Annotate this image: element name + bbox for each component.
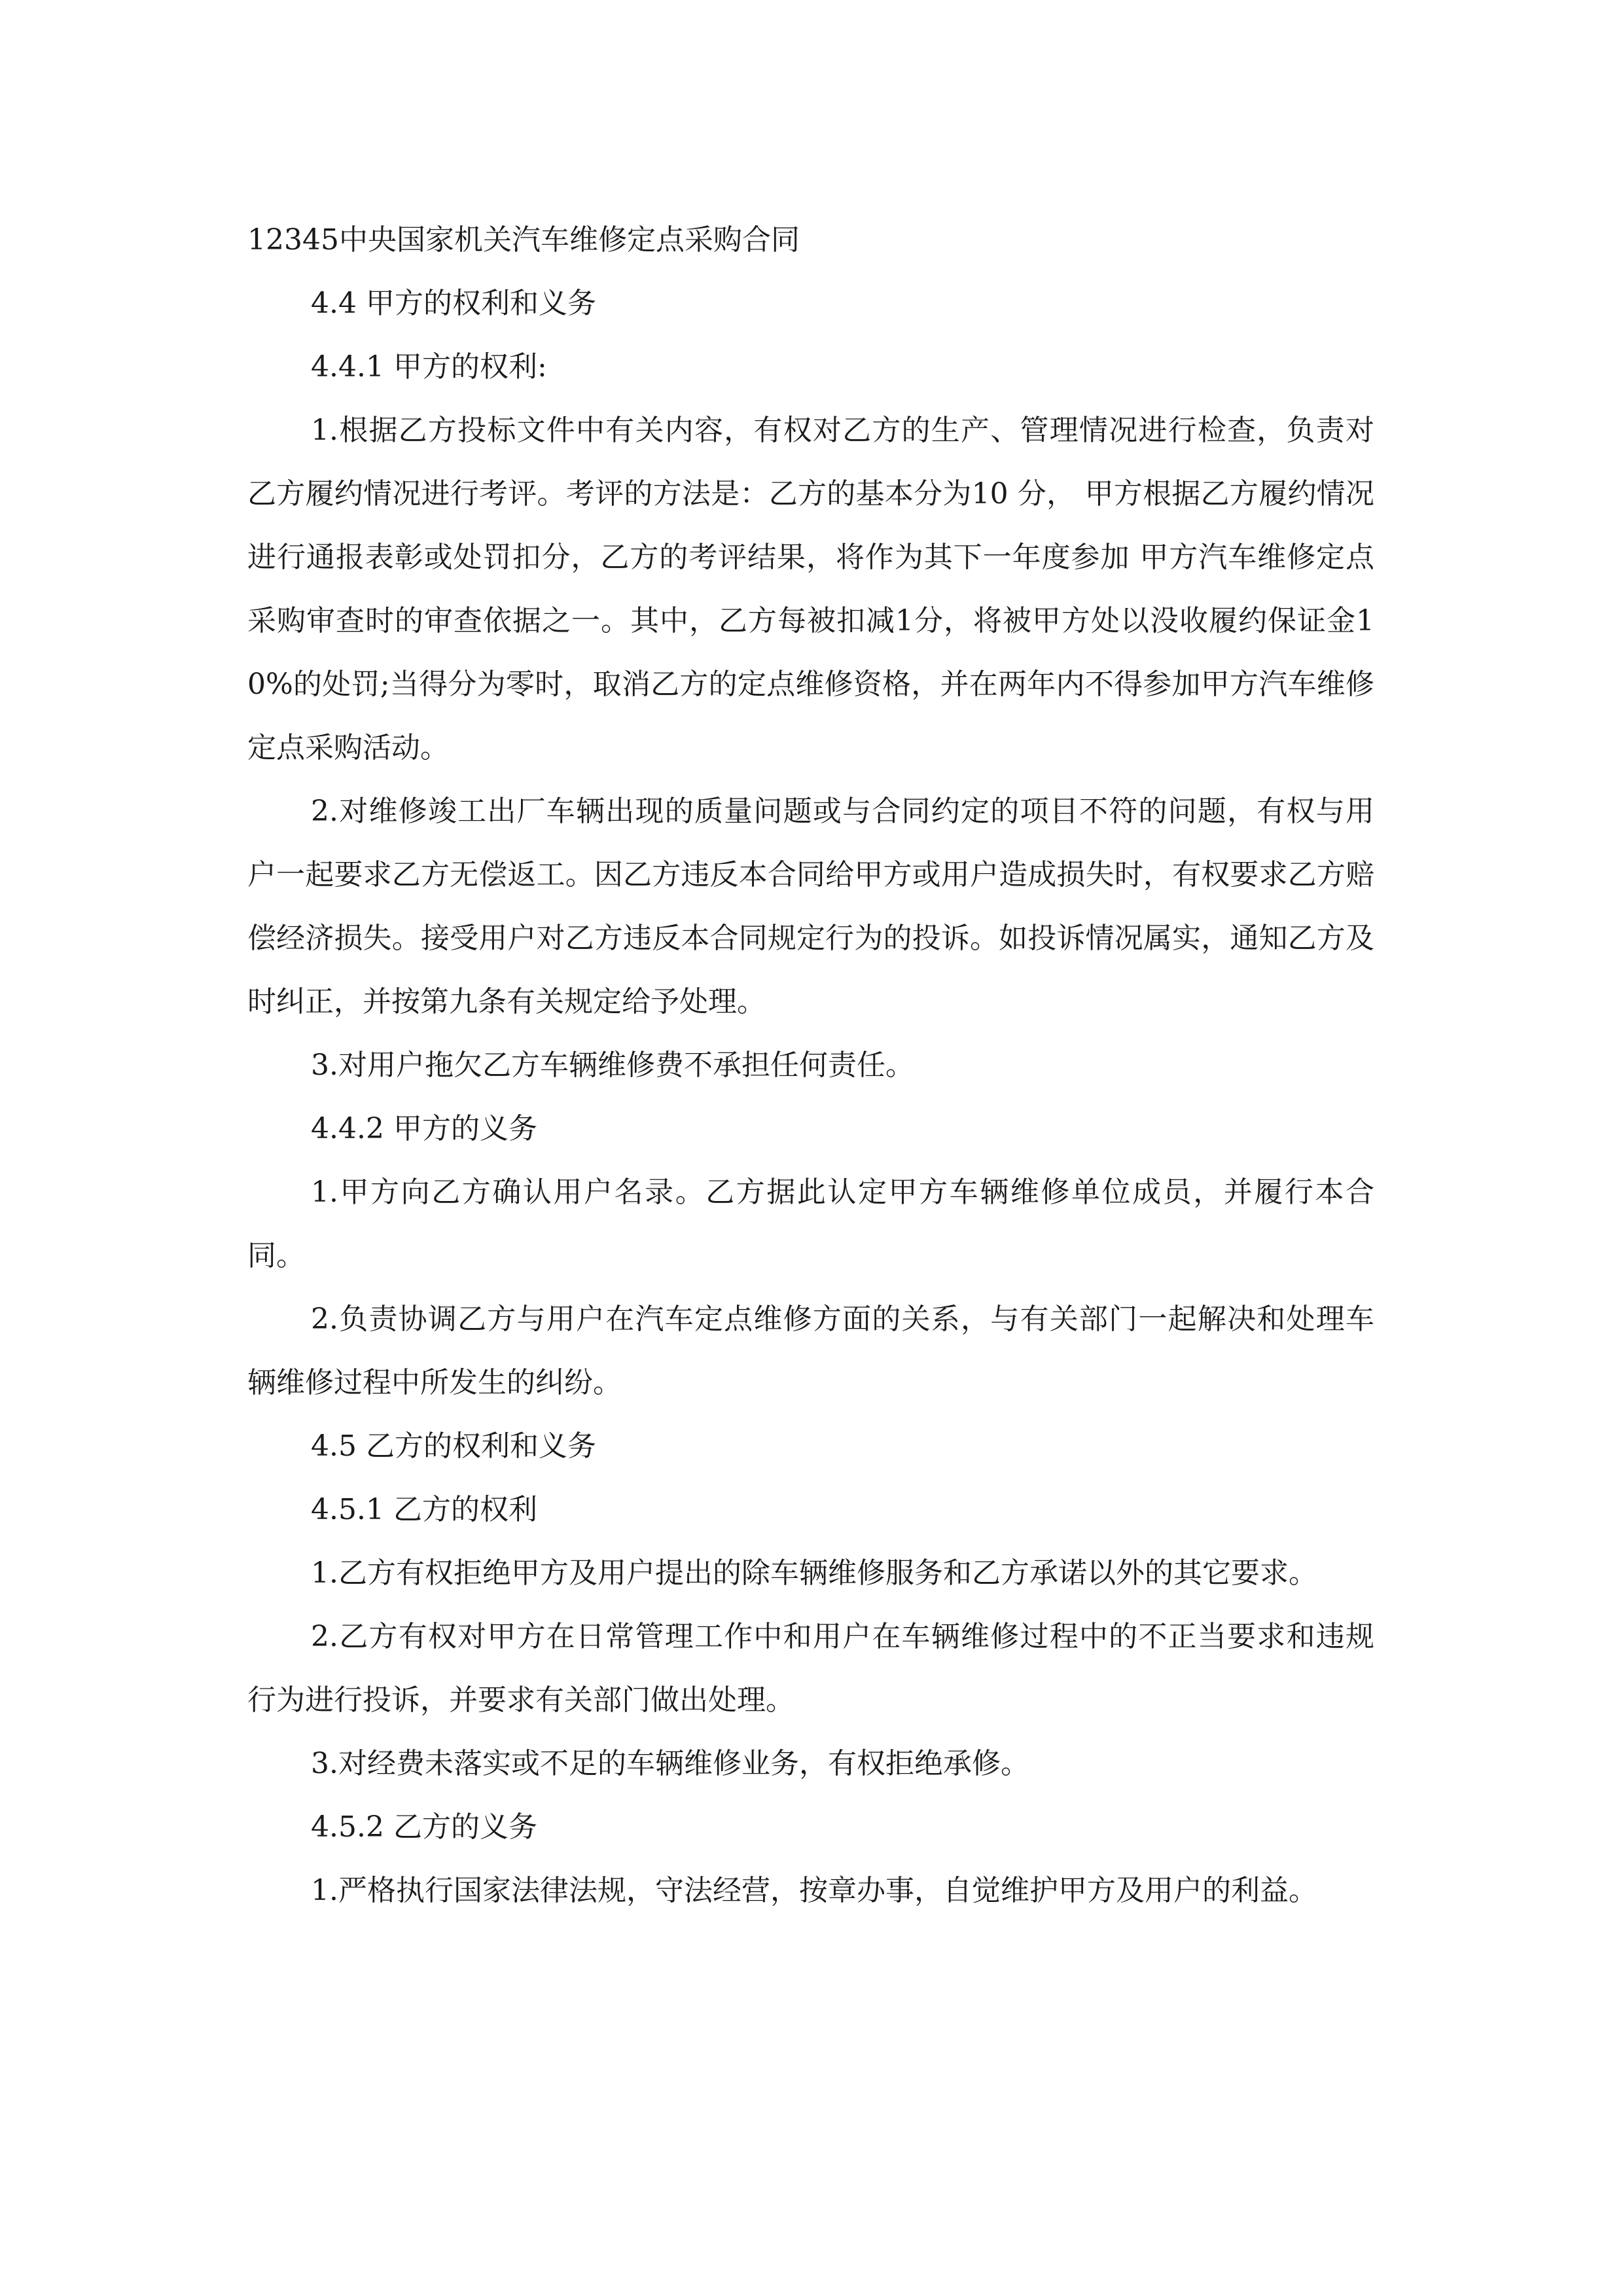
document-title: 12345中央国家机关汽车维修定点采购合同	[247, 223, 800, 257]
paragraph-party-a-duty-2: 2.负责协调乙方与用户在汽车定点维修方面的关系，与有关部门一起解决和处理车辆维修过程中所发生的纠纷。	[247, 1302, 1374, 1399]
paragraph-party-a-right-1: 1.根据乙方投标文件中有关内容，有权对乙方的生产、管理情况进行检查，负责对乙方履约情况进行考评。考评的方法是：乙方的基本分为10 分， 甲方根据乙方履约情况进行通报表彰或处罚扣分，乙方的考评结果，将作为其下一年度参加 甲方汽车维修定点采购审查时的审查依据之一。其中，乙方每被扣减1分，将被甲方处以没收履约保证金10%的处罚;当得分为零时，取消乙方的定点维修资格，并在两年内不得参加甲方汽车维修定点采购活动。	[247, 414, 1374, 764]
paragraph-party-b-right-1: 1.乙方有权拒绝甲方及用户提出的除车辆维修服务和乙方承诺以外的其它要求。	[311, 1556, 1317, 1590]
paragraph-party-b-right-2: 2.乙方有权对甲方在日常管理工作中和用户在车辆维修过程中的不正当要求和违规行为进行投诉，并要求有关部门做出处理。	[247, 1620, 1374, 1717]
paragraph-party-a-right-3: 3.对用户拖欠乙方车辆维修费不承担任何责任。	[311, 1049, 914, 1082]
paragraph-party-a-duty-1: 1.甲方向乙方确认用户名录。乙方据此认定甲方车辆维修单位成员，并履行本合同。	[247, 1175, 1374, 1272]
subsection-heading-4-4-2: 4.4.2 甲方的义务	[311, 1112, 537, 1145]
paragraph-party-b-right-3: 3.对经费未落实或不足的车辆维修业务，有权拒绝承修。	[311, 1747, 1029, 1780]
paragraph-party-a-right-2: 2.对维修竣工出厂车辆出现的质量问题或与合同约定的项目不符的问题，有权与用户一起要求乙方无偿返工。因乙方违反本合同给甲方或用户造成损失时，有权要求乙方赔偿经济损失。接受用户对乙方违反本合同规定行为的投诉。如投诉情况属实，通知乙方及时纠正，并按第九条有关规定给予处理。	[247, 795, 1374, 1018]
subsection-heading-4-4-1: 4.4.1 甲方的权利:	[311, 350, 547, 384]
subsection-heading-4-5-1: 4.5.1 乙方的权利	[311, 1493, 537, 1526]
paragraph-party-b-duty-1: 1.严格执行国家法律法规，守法经营，按章办事，自觉维护甲方及用户的利益。	[311, 1874, 1317, 1907]
section-heading-4-5: 4.5 乙方的权利和义务	[311, 1429, 596, 1463]
section-heading-4-4: 4.4 甲方的权利和义务	[311, 287, 596, 320]
subsection-heading-4-5-2: 4.5.2 乙方的义务	[311, 1810, 537, 1844]
document-body	[247, 208, 1374, 1922]
